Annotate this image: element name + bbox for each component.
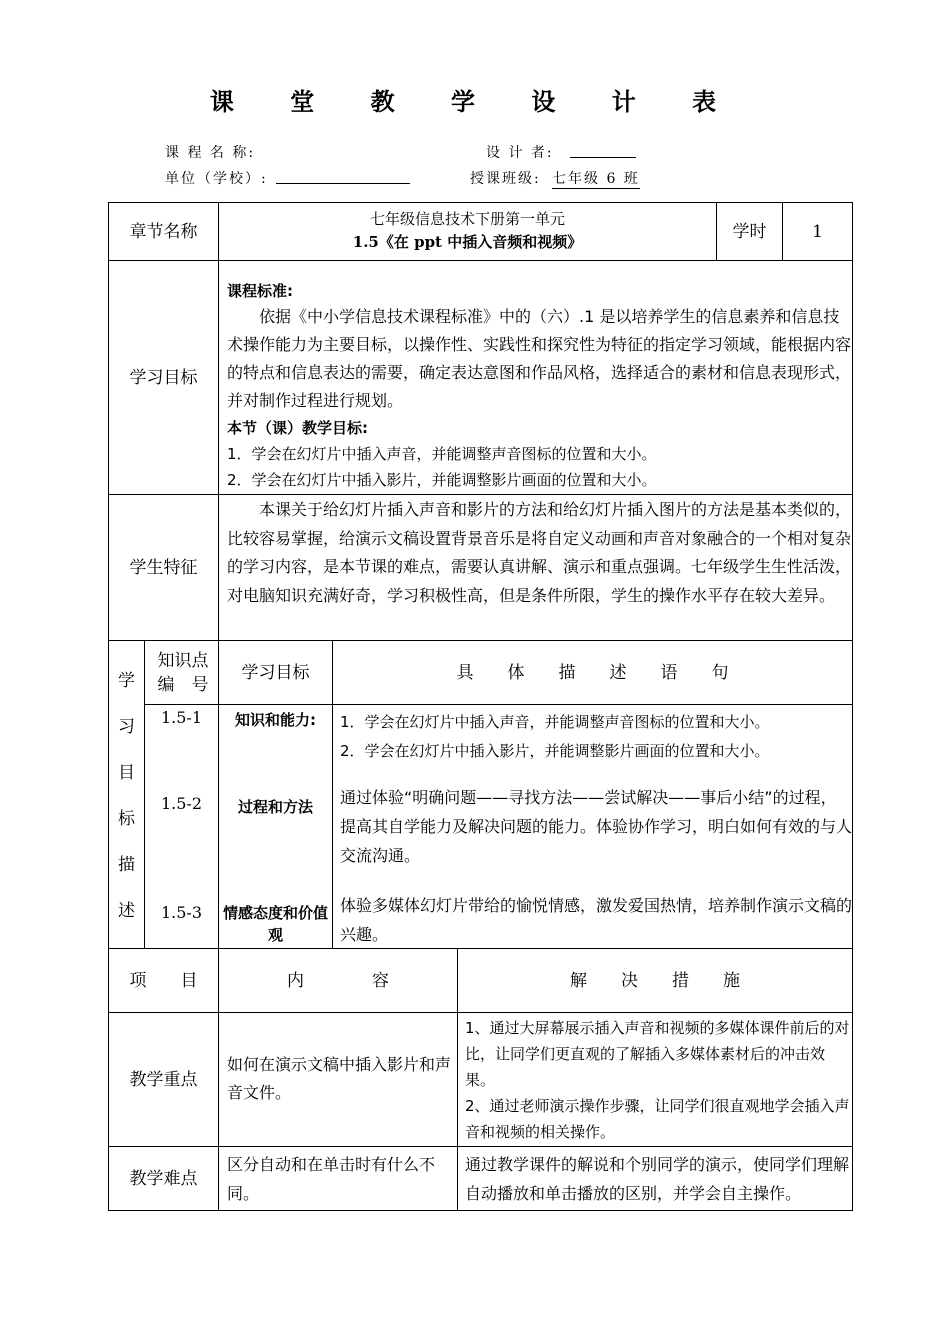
side-char-3: 目 — [118, 763, 135, 783]
standard-text: 依据《中小学信息技术课程标准》中的（六）.1 是以培养学生的信息素养和信息技术操作能力为主要目标，以操作性、实践性和探究性为特征的指定学习领域，能根据内容的特点和信息表达的需要，确定表达意图和作品风格，选择适合的素材和信息表现形式，并对制作过程进行规划。 — [227, 307, 852, 410]
desc-1-line-1: 1．学会在幻灯片中插入声音，并能调整声音图标的位置和大小。 — [340, 713, 770, 731]
col-item-header: 项 目 — [129, 970, 198, 991]
col-desc-header: 具 体 描 述 语 句 — [456, 662, 729, 683]
unit-label: 单位（学校）: — [165, 171, 268, 187]
goal-1: 知识和能力: — [235, 711, 316, 729]
side-label — [109, 658, 144, 934]
students-label: 学生特征 — [129, 557, 198, 578]
hours-value: 1 — [812, 221, 823, 242]
goals-label: 学习目标 — [129, 367, 198, 388]
chapter-line-1: 七年级信息技术下册第一单元 — [369, 210, 565, 228]
chapter-line-2: 1.5《在 ppt 中插入音频和视频》 — [352, 233, 583, 251]
desc-1-line-2: 2．学会在幻灯片中插入影片，并能调整影片画面的位置和大小。 — [340, 742, 770, 760]
side-char-5: 描 — [118, 855, 135, 875]
kp-3: 1.5-3 — [160, 903, 203, 922]
side-char-4: 标 — [118, 809, 135, 829]
desc-3: 体验多媒体幻灯片带给的愉悦情感，激发爱国热情，培养制作演示文稿的兴趣。 — [340, 896, 853, 944]
key-solution-2: 2、通过老师演示操作步骤，让同学们很直观地学会插入声音和视频的相关操作。 — [465, 1097, 850, 1141]
chapter-label: 章节名称 — [129, 221, 198, 242]
chapter-name — [219, 208, 716, 258]
side-char-6: 述 — [118, 901, 135, 921]
col-goal-header: 学习目标 — [241, 662, 310, 683]
kp-1: 1.5-1 — [160, 708, 203, 727]
students-text — [227, 496, 852, 610]
lesson-goal-2: 2．学会在幻灯片中插入影片，并能调整影片画面的位置和大小。 — [227, 471, 657, 489]
col-content-header: 内 容 — [287, 970, 389, 991]
col-kp-header: 知识点编 号 — [157, 651, 209, 695]
unit-blank — [276, 183, 410, 184]
key-point-content: 如何在演示文稿中插入影片和声音文件。 — [227, 1055, 452, 1102]
hours-label: 学时 — [732, 221, 767, 242]
designer-label: 设 计 者: — [486, 145, 554, 161]
key-solution-1: 1、通过大屏幕展示插入声音和视频的多媒体课件前后的对比，让同学们更直观的了解插入多媒体素材后的冲击效果。 — [465, 1019, 850, 1089]
designer-blank — [570, 157, 636, 158]
goal-2: 过程和方法 — [237, 798, 313, 816]
difficult-point-solution: 通过教学课件的解说和个别同学的演示，使同学们理解自动播放和单击播放的区别，并学会自主操作。 — [465, 1155, 850, 1203]
kp-2: 1.5-2 — [160, 794, 203, 813]
goals-content — [227, 279, 852, 493]
difficult-point-content: 区分自动和在单击时有什么不同。 — [227, 1155, 436, 1203]
difficult-point-label: 教学难点 — [129, 1168, 198, 1189]
students-paragraph: 本课关于给幻灯片插入声音和影片的方法和给幻灯片插入图片的方法是基本类似的，比较容易掌握，给演示文稿设置背景音乐是将自定义动画和声音对象融合的一个相对复杂的学习内容，是本节课的难点，需要认真讲解、演示和重点强调。七年级学生生性活泼，对电脑知识充满好奇，学习积极性高，但是条件所限，学生的操作水平存在较大差异。 — [227, 500, 852, 605]
page-title: 课 堂 教 学 设 计 表 — [209, 87, 741, 116]
goal-3: 情感态度和价值观 — [222, 904, 328, 944]
side-char-1: 学 — [118, 671, 135, 691]
key-point-label: 教学重点 — [129, 1069, 198, 1090]
lesson-goals-title: 本节（课）教学目标: — [227, 419, 368, 437]
lesson-goal-1: 1．学会在幻灯片中插入声音，并能调整声音图标的位置和大小。 — [227, 445, 657, 463]
class-value: 七年级 6 班 — [552, 168, 640, 189]
course-name-label: 课 程 名 称: — [165, 145, 256, 161]
key-point-solution — [465, 1015, 850, 1145]
desc-2: 通过体验“明确问题——寻找方法——尝试解决——事后小结”的过程，提高其自学能力及解决问题的能力。体验协作学习，明白如何有效的与人交流沟通。 — [340, 788, 853, 865]
col-solution-header: 解 决 措 施 — [570, 970, 740, 991]
desc-1 — [340, 708, 852, 766]
class-label: 授课班级: — [470, 171, 541, 187]
side-char-2: 习 — [118, 717, 135, 737]
standard-title: 课程标准: — [227, 282, 293, 300]
